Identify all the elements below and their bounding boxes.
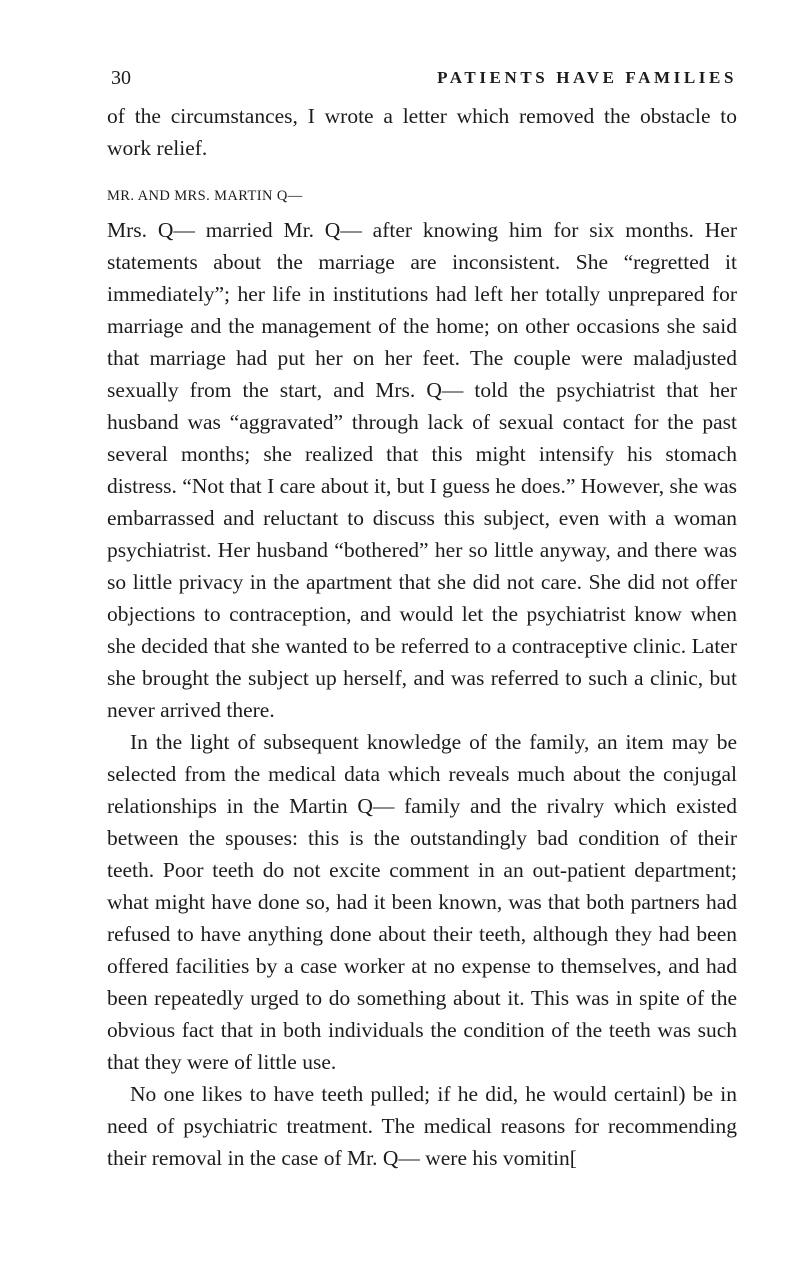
body-paragraph: Mrs. Q— married Mr. Q— after knowing him for six months. Her statements about the marriage are inconsistent. She “regretted it immediately”; her life in institutions had left her totally unprepared for marriage and the management of the home; on other occasions she said that marriage had put her on her feet. The couple were maladjusted sexually from the start, and Mrs. Q— told the psychiatrist that her husband was “aggravated” through lack of sexual contact for the past several months; she realized that this might intensify his stomach distress. “Not that I care about it, but I guess he does.” However, she was embarrassed and reluctant to discuss this subject, even with a woman psychiatrist. Her husband “bothered” her so little anyway, and there was so little privacy in the apartment that she did not care. She did not offer objections to contraception, and would let the psychiatrist know when she decided that she wanted to be referred to a contraceptive clinic. Later she brought the subject up herself, and was referred to such a clinic, but never arrived there. bbox=[107, 218, 737, 722]
body-paragraph: No one likes to have teeth pulled; if he did, he would certainl) be in need of psychiatric treatment. The medical reasons for recommending their removal in the case of Mr. Q— were his vomitin[ bbox=[107, 1082, 737, 1170]
running-head-title: PATIENTS HAVE FAMILIES bbox=[437, 68, 737, 87]
section-heading: MR. AND MRS. MARTIN Q— bbox=[107, 188, 303, 204]
book-page bbox=[107, 60, 737, 1174]
body-paragraph: In the light of subsequent knowledge of the family, an item may be selected from the medical data which reveals much about the conjugal relationships in the Martin Q— family and the rivalry which existed between the spouses: this is the outstandingly bad condition of their teeth. Poor teeth do not excite comment in an out-patient department; what might have done so, had it been known, was that both partners had refused to have anything done about their teeth, although they had been offered facilities by a case worker at no expense to themselves, and had been repeatedly urged to do something about it. This was in spite of the obvious fact that in both individuals the condition of the teeth was such that they were of little use. bbox=[107, 730, 737, 1074]
running-head bbox=[107, 60, 737, 96]
page-number: 30 bbox=[111, 67, 131, 89]
continued-paragraph: of the circumstances, I wrote a letter which removed the obstacle to work relief. bbox=[107, 104, 737, 160]
